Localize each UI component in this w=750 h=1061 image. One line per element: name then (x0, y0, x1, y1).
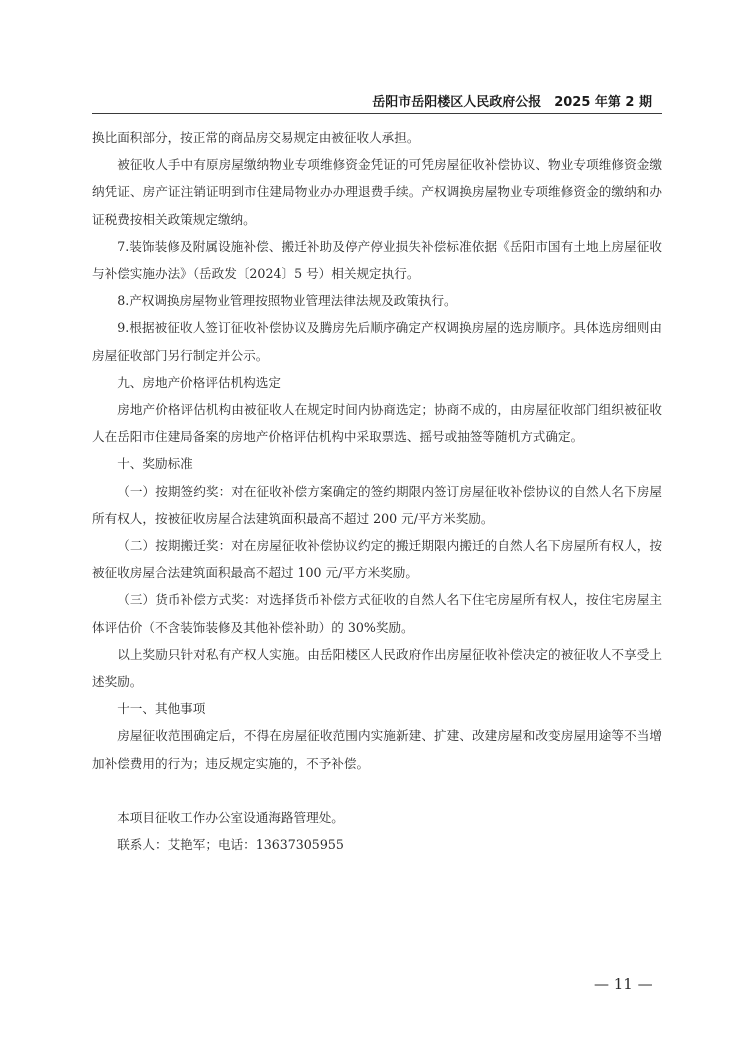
paragraph-reward-monetary: （三）货币补偿方式奖：对选择货币补偿方式征收的自然人名下住宅房屋所有权人，按住宅房屋主体评估价（不含装饰装修及其他补偿补助）的 30%奖励。 (92, 592, 662, 635)
paragraph-maintenance-fund: 被征收人手中有原房屋缴纳物业专项维修资金凭证的可凭房屋征收补偿协议、物业专项维修资金缴纳凭证、房产证注销证明到市住建局物业办办理退费手续。产权调换房屋物业专项维修资金的缴纳和办证税费按相关政策规定缴纳。 (92, 157, 662, 227)
section-heading-11: 十一、其他事项 (117, 701, 206, 717)
paragraph-other-matters: 房屋征收范围确定后，不得在房屋征收范围内实施新建、扩建、改建房屋和改变房屋用途等不当增加补偿费用的行为；违反规定实施的，不予补偿。 (92, 728, 662, 771)
document-body (92, 124, 662, 858)
paragraph-reward-relocation: （二）按期搬迁奖：对在房屋征收补偿协议约定的搬迁期限内搬迁的自然人名下房屋所有权人，按被征收房屋合法建筑面积最高不超过 100 元/平方米奖励。 (92, 538, 662, 581)
paragraph-office-location: 本项目征收工作办公室设通海路管理处。 (117, 809, 344, 825)
header-divider (92, 113, 662, 114)
paragraph-continuation: 换比面积部分，按正常的商品房交易规定由被征收人承担。 (92, 130, 420, 145)
paragraph-reward-scope: 以上奖励只针对私有产权人实施。由岳阳楼区人民政府作出房屋征收补偿决定的被征收人不享受上述奖励。 (92, 646, 662, 690)
paragraph-item-7: 7.装饰装修及附属设施补偿、搬迁补助及停产停业损失补偿标准依据《岳阳市国有土地上房屋征收与补偿实施办法》（岳政发〔2024〕5 号）相关规定执行。 (92, 238, 662, 282)
section-heading-9: 九、房地产价格评估机构选定 (117, 374, 281, 390)
paragraph-item-9: 9.根据被征收人签订征收补偿协议及腾房先后顺序确定产权调换房屋的选房顺序。具体选房细则由房屋征收部门另行制定并公示。 (92, 320, 662, 363)
section-heading-10: 十、奖励标准 (117, 456, 193, 472)
paragraph-item-8: 8.产权调换房屋物业管理按照物业管理法律法规及政策执行。 (117, 293, 457, 309)
paragraph-appraisal-agency: 房地产价格评估机构由被征收人在规定时间内协商选定；协商不成的，由房屋征收部门组织被征收人在岳阳市住建局备案的房地产价格评估机构中采取票选、摇号或抽签等随机方式确定。 (92, 402, 662, 445)
bulletin-header-title: 岳阳市岳阳楼区人民政府公报 2025 年第 2 期 (372, 95, 652, 110)
page-number: — 11 — (594, 975, 653, 993)
paragraph-spacer (92, 777, 662, 804)
paragraph-contact: 联系人：艾艳军；电话：13637305955 (117, 837, 344, 853)
paragraph-reward-signing: （一）按期签约奖：对在征收补偿方案确定的签约期限内签订房屋征收补偿协议的自然人名下房屋所有权人，按被征收房屋合法建筑面积最高不超过 200 元/平方米奖励。 (92, 483, 662, 526)
